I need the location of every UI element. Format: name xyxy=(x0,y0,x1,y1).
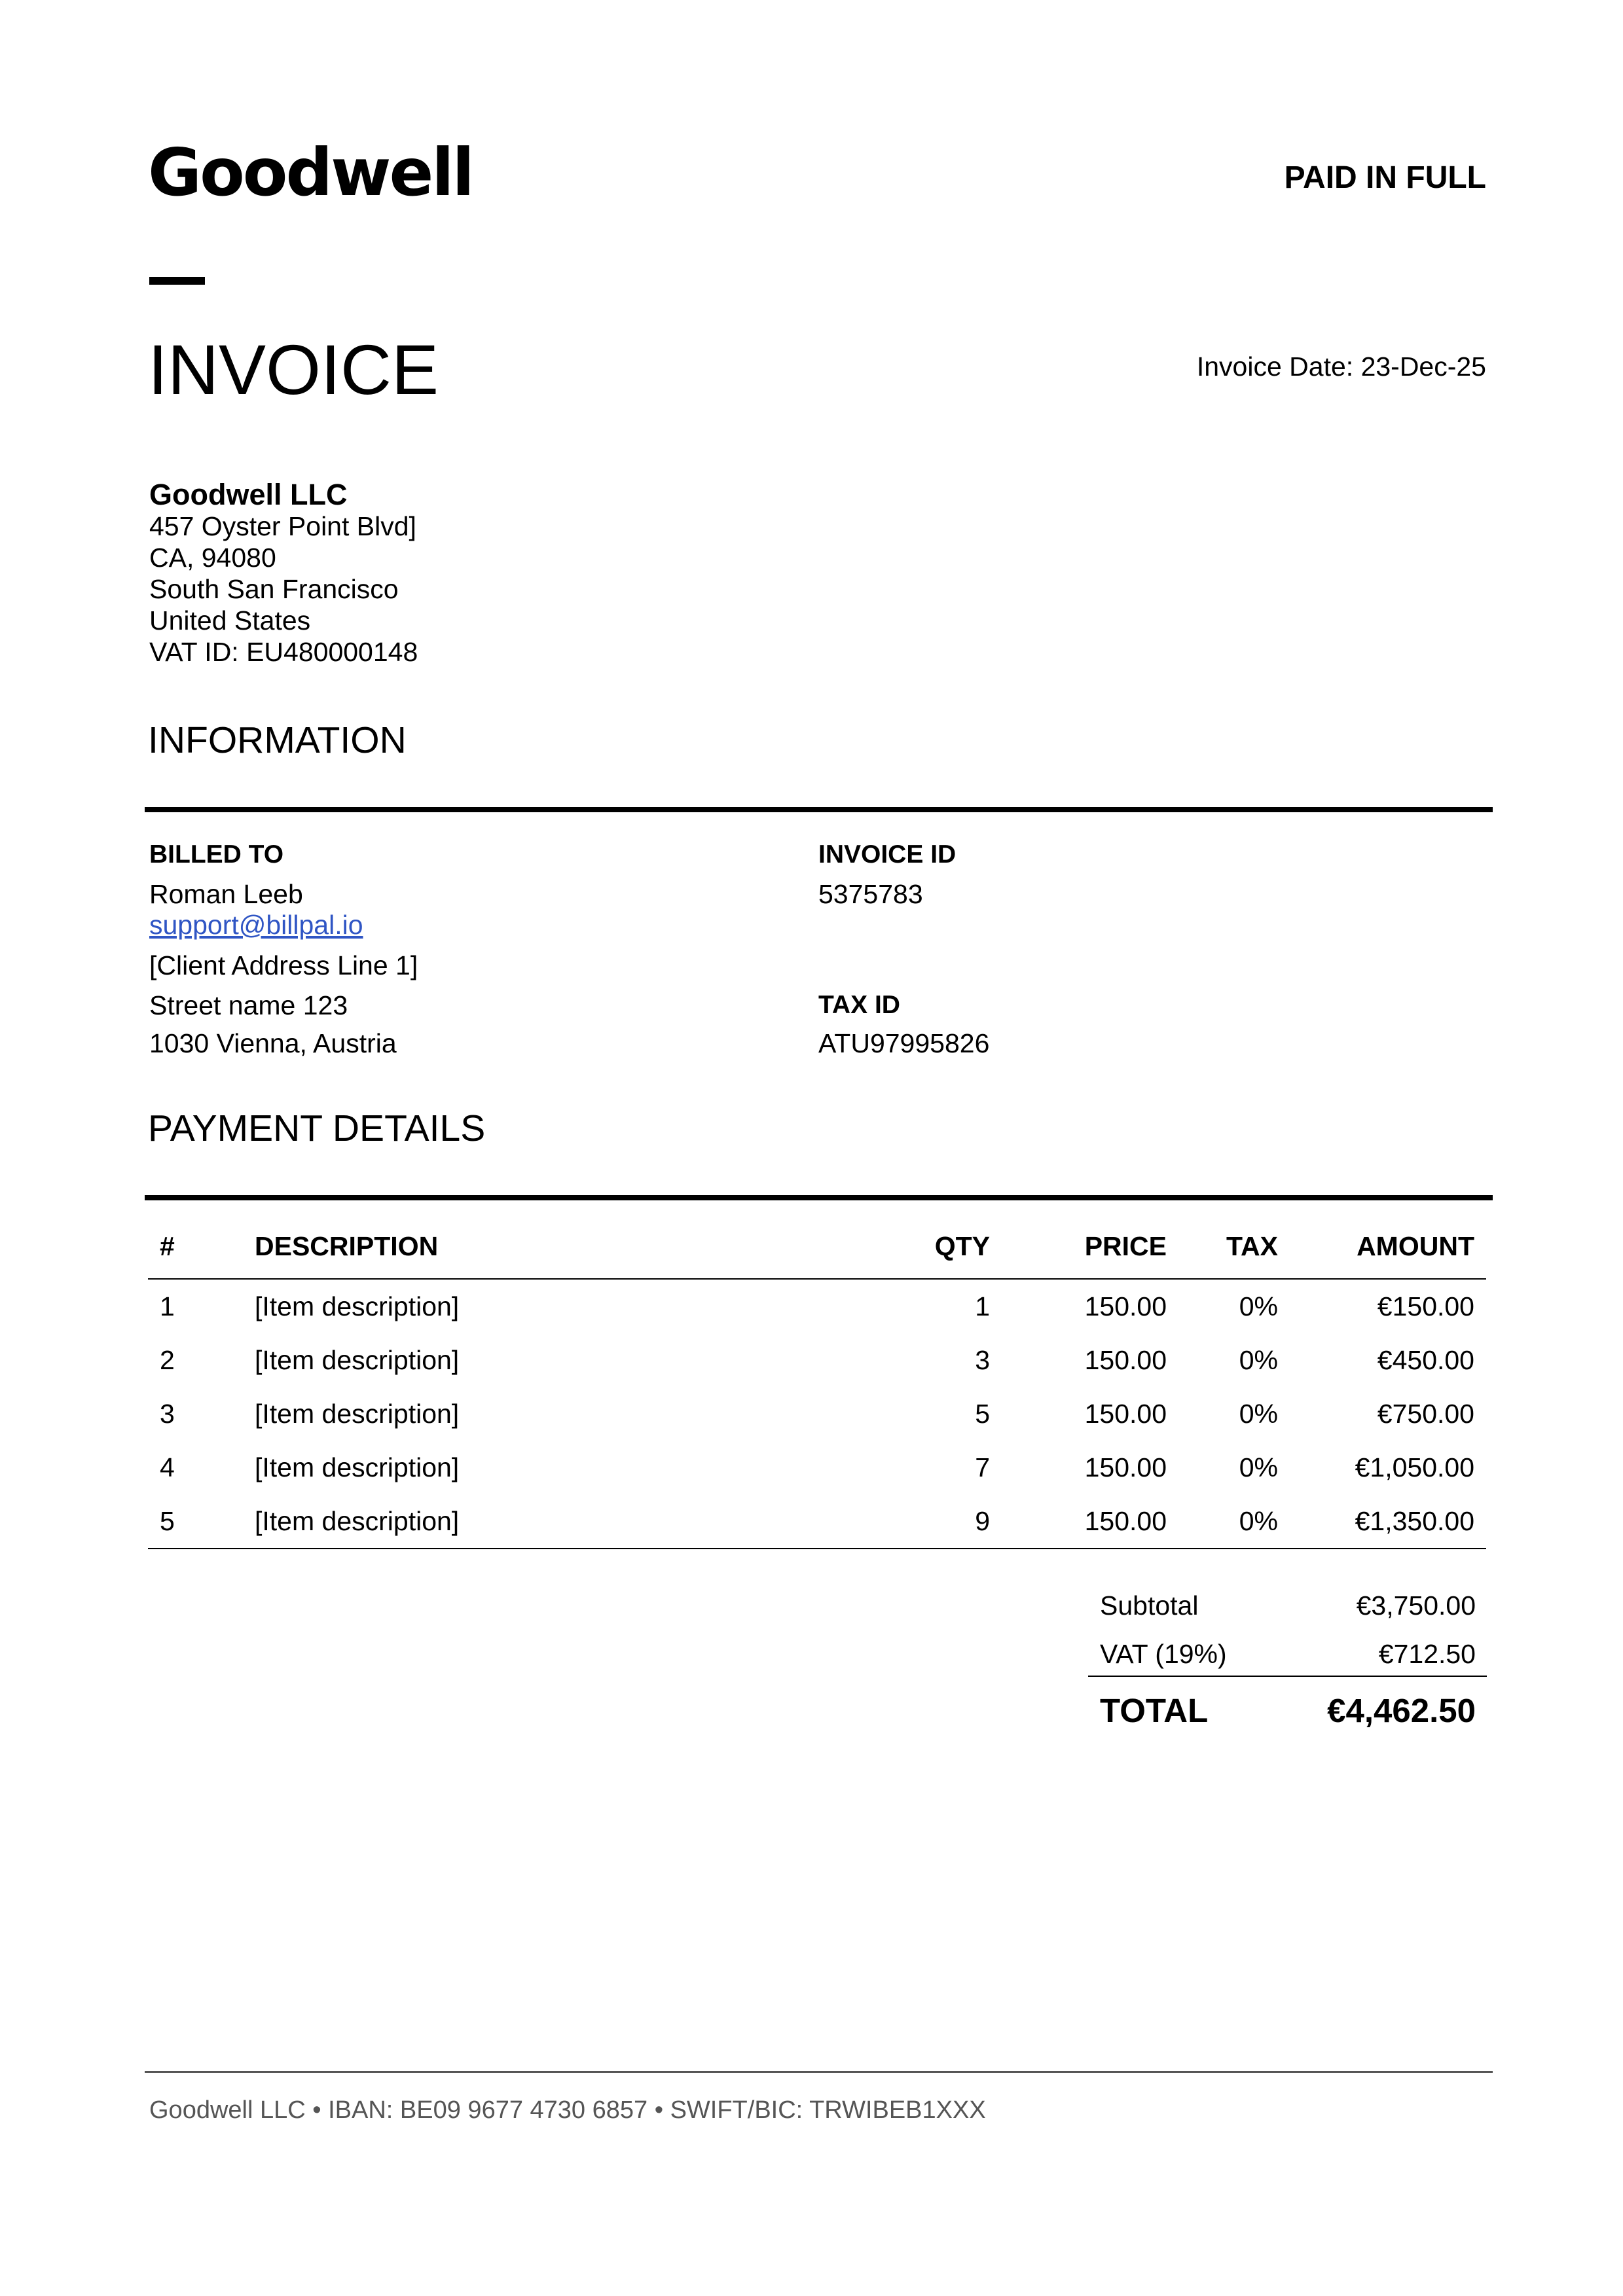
cell-description: [Item description] xyxy=(255,1344,460,1375)
sender-address-line: United States xyxy=(149,605,311,636)
footer-divider xyxy=(145,2071,1493,2073)
cell-tax: 0% xyxy=(1239,1452,1278,1482)
client-city: 1030 Vienna, Austria xyxy=(149,1028,397,1058)
cell-qty: 5 xyxy=(975,1398,990,1429)
cell-price: 150.00 xyxy=(1084,1344,1167,1375)
invoice-date-value: 23-Dec-25 xyxy=(1360,351,1486,382)
subtotal-label: Subtotal xyxy=(1100,1590,1199,1621)
information-heading: INFORMATION xyxy=(148,719,407,761)
cell-qty: 9 xyxy=(872,1494,990,1549)
cell-tax: 0% xyxy=(1239,1398,1278,1429)
total-value: €4,462.50 xyxy=(1327,1692,1476,1729)
invoice-id-value: 5375783 xyxy=(818,879,923,909)
column-header-number: # xyxy=(148,1214,255,1279)
cell-price: 150.00 xyxy=(1084,1398,1167,1429)
cell-description: [Item description] xyxy=(255,1398,460,1429)
cell-price: 150.00 xyxy=(990,1494,1167,1549)
sender-address-block xyxy=(149,478,418,668)
cell-qty: 3 xyxy=(975,1344,990,1375)
title-accent-bar xyxy=(149,277,205,285)
cell-description: [Item description] xyxy=(255,1291,460,1321)
column-header-description: DESCRIPTION xyxy=(255,1214,872,1279)
column-header-qty: QTY xyxy=(872,1214,990,1279)
cell-price: 150.00 xyxy=(1084,1291,1167,1321)
cell-description: [Item description] xyxy=(255,1494,872,1549)
table-row xyxy=(148,1333,1486,1387)
cell-qty: 1 xyxy=(975,1291,990,1321)
total-label: TOTAL xyxy=(1100,1692,1209,1729)
cell-description: [Item description] xyxy=(255,1452,460,1482)
cell-qty: 7 xyxy=(975,1452,990,1482)
payment-details-heading: PAYMENT DETAILS xyxy=(148,1107,486,1149)
cell-amount: €1,350.00 xyxy=(1278,1494,1486,1549)
table-header-row xyxy=(148,1214,1486,1279)
column-header-tax: TAX xyxy=(1167,1214,1278,1279)
cell-amount: €450.00 xyxy=(1377,1344,1474,1375)
cell-number: 3 xyxy=(160,1398,175,1429)
table-row xyxy=(148,1441,1486,1494)
client-street: Street name 123 xyxy=(149,990,348,1020)
client-email-link[interactable]: support@billpal.io xyxy=(149,910,363,940)
table-row xyxy=(148,1494,1486,1549)
sender-vat-id: VAT ID: EU480000148 xyxy=(149,637,418,667)
vat-value: €712.50 xyxy=(1378,1639,1476,1669)
cell-tax: 0% xyxy=(1167,1494,1278,1549)
total-row xyxy=(1088,1677,1487,1734)
tax-id-value: ATU97995826 xyxy=(818,1028,990,1058)
information-divider xyxy=(145,807,1493,812)
column-header-price: PRICE xyxy=(990,1214,1167,1279)
cell-tax: 0% xyxy=(1239,1291,1278,1321)
table-row xyxy=(148,1387,1486,1441)
footer-bank-details: Goodwell LLC • IBAN: BE09 9677 4730 6857 • SWIFT/BIC: TRWIBEB1XXX xyxy=(149,2096,986,2124)
vat-label: VAT (19%) xyxy=(1100,1639,1227,1669)
company-logo: Goodwell xyxy=(148,134,473,211)
client-address-line: [Client Address Line 1] xyxy=(149,950,418,980)
sender-name: Goodwell LLC xyxy=(149,478,348,511)
document-title: INVOICE xyxy=(148,330,439,409)
sender-address-line: South San Francisco xyxy=(149,574,399,604)
totals-block xyxy=(1088,1579,1487,1734)
subtotal-value: €3,750.00 xyxy=(1356,1590,1476,1621)
tax-id-label: TAX ID xyxy=(818,991,900,1019)
cell-number: 4 xyxy=(160,1452,175,1482)
invoice-id-label: INVOICE ID xyxy=(818,840,957,869)
line-items-table xyxy=(148,1214,1486,1549)
payment-status: PAID IN FULL xyxy=(1284,160,1486,195)
cell-tax: 0% xyxy=(1239,1344,1278,1375)
sender-address-line: 457 Oyster Point Blvd] xyxy=(149,511,416,541)
cell-number: 5 xyxy=(148,1494,255,1549)
sender-address-line: CA, 94080 xyxy=(149,543,276,573)
cell-number: 2 xyxy=(160,1344,175,1375)
invoice-date xyxy=(1197,353,1486,380)
table-row xyxy=(148,1279,1486,1333)
cell-price: 150.00 xyxy=(1084,1452,1167,1482)
payment-divider xyxy=(145,1195,1493,1200)
vat-row xyxy=(1088,1627,1487,1676)
column-header-amount: AMOUNT xyxy=(1278,1214,1486,1279)
cell-number: 1 xyxy=(160,1291,175,1321)
subtotal-row xyxy=(1088,1579,1487,1627)
cell-amount: €150.00 xyxy=(1377,1291,1474,1321)
client-name: Roman Leeb xyxy=(149,879,303,909)
invoice-date-label: Invoice Date: xyxy=(1196,351,1354,382)
billed-to-label: BILLED TO xyxy=(149,840,284,869)
cell-amount: €750.00 xyxy=(1377,1398,1474,1429)
cell-amount: €1,050.00 xyxy=(1355,1452,1474,1482)
